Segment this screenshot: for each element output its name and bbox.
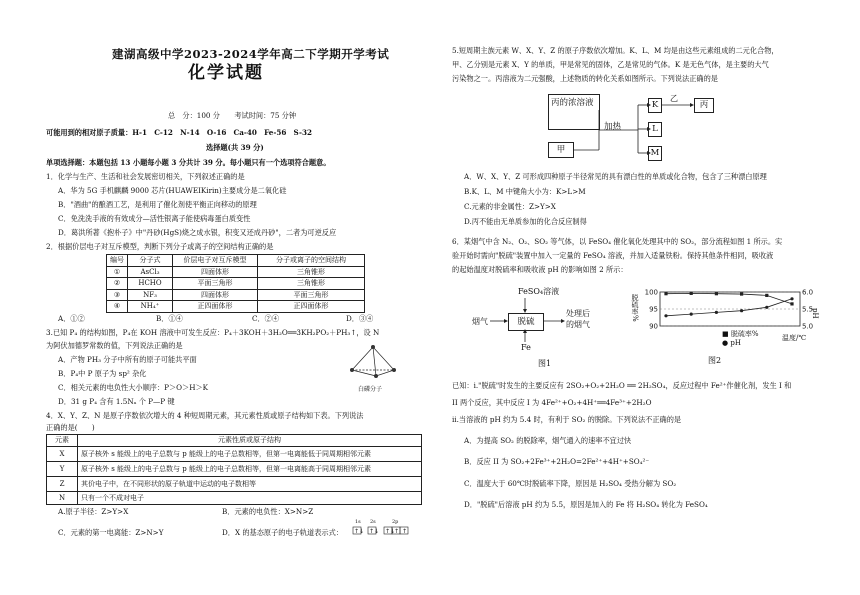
white-phosphorus-figure bbox=[346, 344, 400, 386]
q6-known-2: II 两个反应，其中反应 I 为 4Fe²⁺+O₂+4H⁺══4Fe³⁺+2H₂O bbox=[452, 398, 652, 407]
subject-title: 化学试题 bbox=[188, 63, 264, 83]
q5-option-d: D.丙不能由无单质参加的化合反应制得 bbox=[464, 217, 587, 226]
q4-header-cell: 元素性质或原子结构 bbox=[78, 435, 422, 447]
table-cell: 正四面体形 bbox=[258, 301, 365, 313]
q1-option-a: A．华为 5G 手机麒麟 9000 芯片(HUAWEIKirin)主要成分是二氧化硅 bbox=[58, 186, 287, 195]
table-cell: 原子核外 s 能级上的电子总数与 p 能级上的电子总数相等，但第一电离能低于同周期相邻元素 bbox=[78, 446, 422, 461]
q2-option-c: C．②④ bbox=[252, 314, 280, 323]
table-cell: 平面三角形 bbox=[173, 278, 258, 290]
table-row bbox=[107, 278, 365, 290]
heat-label: 加热 bbox=[604, 122, 622, 132]
q4-option-b: B．元素的电负性：X>N>Z bbox=[222, 507, 314, 516]
q6-option-d: D．"脱硫"后溶液 pH 约为 5.5，原因是加入的 Fe 将 H₂SO₄ 转化为 FeSO₄ bbox=[464, 500, 708, 509]
section-instructions: 单项选择题：本题包括 13 小题每小题 3 分共计 39 分。每小题只有一个选项符合题意。 bbox=[46, 158, 331, 167]
fig2-legend-ph-text: pH bbox=[730, 339, 741, 347]
q4-stem: 4．X、Y、Z、N 是原子序数依次增大的 4 种短周期元素，其元素性质或原子结构如下表。下列说法 bbox=[46, 411, 364, 420]
fig2-y2label: pH bbox=[811, 308, 819, 319]
y2-tick-label: 5.0 bbox=[802, 322, 814, 331]
rate-point bbox=[715, 292, 718, 295]
table-row bbox=[107, 266, 365, 278]
fig2-xlabel: 温度/℃ bbox=[782, 334, 807, 342]
q3-option-b: B．P₄中 P 原子为 sp² 杂化 bbox=[58, 369, 147, 378]
q5-option-b: B.K、L、M 中键角大小为：K>L>M bbox=[464, 187, 586, 196]
l-box: L bbox=[648, 122, 662, 137]
table-row bbox=[107, 301, 365, 313]
bing-concentrated-box: 丙的浓溶液 bbox=[548, 94, 600, 130]
orbital-label: 2p bbox=[392, 519, 399, 525]
y-tick-label: 95 bbox=[649, 305, 658, 314]
q5-option-c: C.元素的非金属性：Z>Y>X bbox=[464, 202, 556, 211]
q4-option-a: A.原子半径：Z>Y>X bbox=[58, 507, 129, 516]
table-row bbox=[47, 491, 422, 504]
q1-option-b: B．"酒曲"的酿酒工艺，是利用了催化剂使平衡正向移动的原理 bbox=[58, 200, 257, 209]
fig2-svg bbox=[632, 284, 828, 370]
table-cell: NF₃ bbox=[128, 289, 173, 301]
q6-option-a: A．为提高 SO₂ 的脱除率，烟气通入的速率不宜过快 bbox=[464, 436, 632, 445]
q4-option-d: D．X 的基态原子的电子轨道表示式： bbox=[222, 528, 343, 537]
q2-stem: 2．根据价层电子对互斥模型，判断下列分子或离子的空间结构正确的是 bbox=[46, 242, 274, 251]
ph-point bbox=[690, 313, 693, 316]
table-cell: ③ bbox=[107, 289, 128, 301]
rate-point bbox=[765, 294, 768, 297]
q4-stem-2: 正确的是( ) bbox=[46, 423, 95, 432]
ph-point bbox=[740, 309, 743, 312]
q3-stem: 3.已知 P₄ 的结构如图，P₄在 KOH 溶液中可发生反应：P₄＋3KOH＋3H₂O══3KH₂PO₂＋PH₃↑，设 N bbox=[46, 328, 380, 337]
table-cell: ② bbox=[107, 278, 128, 290]
m-box: M bbox=[648, 146, 662, 161]
table-cell: ④ bbox=[107, 301, 128, 313]
atomic-masses: 可能用到的相对原子质量：H-1 C-12 N-14 O-16 Ca-40 Fe-56 S-32 bbox=[46, 128, 312, 137]
school-title: 建湖高级中学2023-2024学年高二下学期开学考试 bbox=[112, 47, 390, 61]
rate-point bbox=[664, 292, 667, 295]
table-row bbox=[47, 461, 422, 476]
orbital-diagram bbox=[352, 518, 412, 540]
rate-series-line bbox=[666, 293, 792, 304]
q6-known-1: 已知：i."脱硫"时发生的主要反应有 2SO₂+O₂+2H₂O ══ 2H₂SO₄，反应过程中 Fe²⁺作催化剂，发生 I 和 bbox=[452, 381, 792, 390]
ph-point bbox=[790, 297, 793, 300]
fig1-caption: 图1 bbox=[538, 359, 552, 368]
svg-text:↑↓: ↑↓ bbox=[385, 528, 396, 535]
q6-stem-3: 的起始温度对脱硫率和吸收液 pH 的影响如图 2 所示： bbox=[452, 265, 628, 274]
table-cell: 平面三角形 bbox=[258, 289, 365, 301]
svg-text:↑: ↑ bbox=[402, 528, 408, 535]
q1-option-c: C．免洗洗手液的有效成分—活性银离子能使病毒蛋白质变性 bbox=[58, 214, 251, 223]
fig2-chart bbox=[632, 284, 828, 370]
jia-box: 甲 bbox=[548, 142, 574, 158]
legend-circle-icon: ● bbox=[722, 339, 731, 347]
q1-stem: 1．化学与生产、生活和社会发展密切相关，下列叙述正确的是 bbox=[46, 172, 245, 181]
orbital-label: 1s bbox=[355, 519, 361, 525]
q4-header-cell: 元素 bbox=[47, 435, 78, 447]
q2-table-header bbox=[107, 255, 365, 267]
q2-header-cell: 分子或离子的空间结构 bbox=[258, 255, 365, 267]
rate-point bbox=[740, 292, 743, 295]
q2-header-cell: 价层电子对互斥模型 bbox=[173, 255, 258, 267]
orbital-boxes bbox=[352, 526, 412, 536]
table-cell: X bbox=[47, 446, 78, 461]
q2-table bbox=[106, 254, 365, 313]
table-row bbox=[107, 289, 365, 301]
q4-table-header bbox=[47, 435, 422, 447]
q6-option-c: C．温度大于 60℃时脱硫率下降，原因是 H₂SO₄ 受热分解为 SO₂ bbox=[464, 479, 677, 488]
q4-table bbox=[46, 434, 422, 505]
table-cell: ① bbox=[107, 266, 128, 278]
table-cell: AsCl₃ bbox=[128, 266, 173, 278]
q1-option-d: D．葛洪所著《抱朴子》中"丹砂(HgS)烧之成水银，积变又还成丹砂"，二者为可逆反应 bbox=[58, 228, 337, 237]
y-tick-label: 100 bbox=[644, 288, 658, 297]
ph-point bbox=[715, 311, 718, 314]
q2-option-d: D．③④ bbox=[346, 314, 374, 323]
phosphorus-caption: 白磷分子 bbox=[358, 386, 383, 393]
q6-stem-2: 验开始时需向"脱硫"装置中加入一定量的 FeSO₄ 溶液，并加入适量铁粉。保持其他条件相同，吸收液 bbox=[452, 251, 774, 260]
ph-point bbox=[765, 306, 768, 309]
rate-point bbox=[690, 292, 693, 295]
ph-series-line bbox=[666, 299, 792, 316]
ph-point bbox=[664, 314, 667, 317]
q3-stem-2: 为阿伏加德罗常数的值，下列说法正确的是 bbox=[46, 341, 183, 350]
fig1-treated-2: 的烟气 bbox=[566, 320, 590, 329]
table-cell: 四面体形 bbox=[173, 266, 258, 278]
fig1-desulfurize-box: 脱硫 bbox=[508, 313, 544, 331]
fig1-feso4: FeSO₄溶液 bbox=[518, 287, 560, 296]
q3-option-d: D．31 g P₄ 含有 1.5Nₐ 个 P—P 键 bbox=[58, 397, 175, 406]
q4-option-c: C．元素的第一电离能：Z>N>Y bbox=[58, 528, 164, 537]
q2-option-b: B．①④ bbox=[156, 314, 183, 323]
y2-tick-label: 6.0 bbox=[802, 288, 814, 297]
q2-header-cell: 分子式 bbox=[128, 255, 173, 267]
rate-point bbox=[790, 302, 793, 305]
fig2-legend-ph bbox=[722, 339, 741, 348]
q3-option-c: C．相关元素的电负性大小顺序：P＞O＞H＞K bbox=[58, 383, 209, 392]
q3-option-a: A．产物 PH₃ 分子中所有的原子可能共平面 bbox=[58, 355, 197, 364]
table-cell: NH₄⁺ bbox=[128, 301, 173, 313]
y-tick-label: 90 bbox=[649, 322, 658, 331]
svg-text:↑↓: ↑↓ bbox=[354, 528, 365, 535]
yi-label: 乙 bbox=[670, 94, 678, 103]
svg-text:↑↓: ↑↓ bbox=[369, 528, 380, 535]
bing-box: 丙 bbox=[694, 98, 714, 113]
q6-stem: 6．某烟气中含 N₂、O₂、SO₂ 等气体，以 FeSO₄ 催化氧化处理其中的 SO₂，部分流程如图 1 所示。实 bbox=[452, 237, 783, 246]
table-cell: Z bbox=[47, 476, 78, 491]
q5-option-a: A．W、X、Y、Z 可形成四种原子半径常见的具有漂白性的单质或化合物，包含了三种漂白原理 bbox=[464, 172, 767, 181]
table-row bbox=[47, 446, 422, 461]
fig2-caption: 图2 bbox=[708, 356, 722, 365]
table-cell: 三角锥形 bbox=[258, 278, 365, 290]
table-cell: 只有一个不成对电子 bbox=[78, 491, 422, 504]
fig2-ylabel: 脱硫率% bbox=[631, 294, 639, 322]
table-cell: 原子核外 s 能级上的电子总数与 p 能级上的电子总数相等，但第一电离能高于同周期相邻元素 bbox=[78, 461, 422, 476]
fig1-fe: Fe bbox=[521, 343, 531, 352]
fig2-legend-rate bbox=[722, 330, 759, 339]
fig1-flowchart bbox=[472, 287, 612, 369]
section-title: 选择题(共 39 分) bbox=[206, 143, 264, 152]
score-time: 总 分：100 分 考试时间：75 分钟 bbox=[168, 111, 297, 120]
svg-text:↑: ↑ bbox=[394, 528, 400, 535]
k-box: K bbox=[648, 98, 662, 113]
table-cell: 其价电子中，在不同形状的原子轨道中运动的电子数相等 bbox=[78, 476, 422, 491]
q5-arrows bbox=[548, 92, 724, 166]
fig1-flue-gas: 烟气 bbox=[472, 317, 488, 326]
q6-known-3: ii.当溶液的 pH 约为 5.4 时，有利于 SO₂ 的脱除。下列说法不正确的是 bbox=[452, 415, 682, 424]
y2-tick-label: 5.5 bbox=[802, 305, 814, 314]
q2-option-a: A．①② bbox=[58, 314, 85, 323]
fig1-treated: 处理后 bbox=[566, 309, 590, 318]
orbital-label: 2s bbox=[370, 519, 376, 525]
table-row bbox=[47, 476, 422, 491]
q5-stem-3: 污染物之一。丙溶液为二元强酸，上述物质的转化关系如图所示。下列说法正确的是 bbox=[452, 74, 718, 83]
table-cell: N bbox=[47, 491, 78, 504]
table-cell: Y bbox=[47, 461, 78, 476]
fig1-arrows bbox=[472, 287, 612, 369]
q5-stem-2: 甲、乙分别是元素 X、Y 的单质，甲是常见的固体，乙是常见的气体。K 是无色气体，是主要的大气 bbox=[452, 60, 769, 69]
table-cell: 三角锥形 bbox=[258, 266, 365, 278]
q2-header-cell: 编号 bbox=[107, 255, 128, 267]
q5-transform-diagram bbox=[548, 92, 724, 166]
legend-square-icon: ■ bbox=[722, 330, 731, 338]
fig2-legend-rate-text: 脱硫率% bbox=[730, 330, 759, 338]
table-cell: 四面体形 bbox=[173, 289, 258, 301]
q6-option-b: B．反应 II 为 SO₂+2Fe³⁺+2H₂O=2Fe²⁺+4H⁺+SO₄²⁻ bbox=[464, 457, 650, 466]
table-cell: 正四面体形 bbox=[173, 301, 258, 313]
table-cell: HCHO bbox=[128, 278, 173, 290]
q5-stem: 5.短周期主族元素 W、X、Y、Z 的原子序数依次增加。K、L、M 均是由这些元素组成的二元化合物， bbox=[452, 46, 779, 55]
